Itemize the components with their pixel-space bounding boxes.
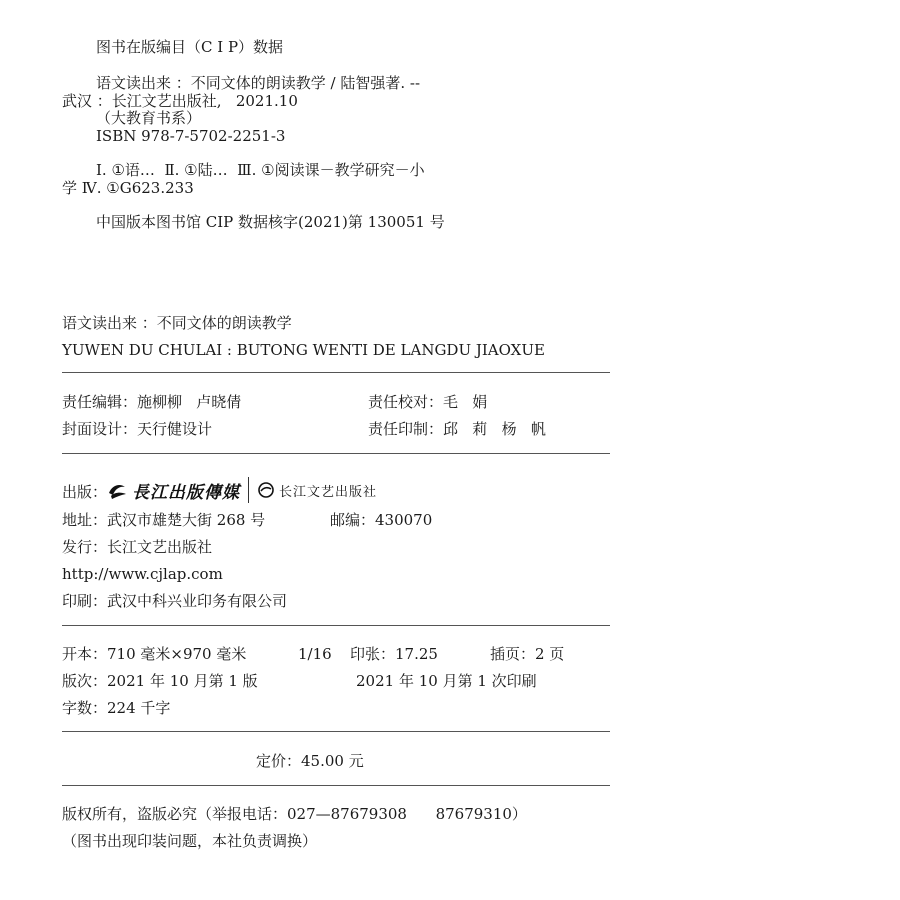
separator-line <box>62 731 610 732</box>
proofreader-credit: 责任校对：毛 娟 <box>368 393 488 411</box>
separator-line <box>62 372 610 373</box>
separator-line <box>62 785 610 786</box>
logo-divider <box>248 477 249 503</box>
publisher-logo-mark-icon <box>106 479 128 501</box>
spec-impression: 2021 年 10 月第 1 次印刷 <box>356 672 537 690</box>
publisher-website: http://www.cjlap.com <box>62 565 223 583</box>
cip-isbn: ISBN 978-7-5702-2251-3 <box>96 127 286 145</box>
spec-plates: 插页：2 页 <box>490 645 565 663</box>
publisher-logo-sub-text: 长江文艺出版社 <box>279 484 378 500</box>
editor-credit: 责任编辑：施柳柳 卢晓倩 <box>62 393 242 411</box>
cip-subjects-line1: Ⅰ. ①语… Ⅱ. ①陆… Ⅲ. ①阅读课－教学研究－小 <box>96 161 425 179</box>
cover-design-credit: 封面设计：天行健设计 <box>62 420 213 438</box>
cip-number: 中国版本图书馆 CIP 数据核字(2021)第 130051 号 <box>96 213 445 231</box>
publisher-printer: 印刷：武汉中科兴业印务有限公司 <box>62 592 288 610</box>
book-title-cn: 语文读出来 ：不同文体的朗读教学 <box>62 314 292 332</box>
spec-fold: 1/16 <box>298 645 332 663</box>
print-issue-notice: （图书出现印装问题，本社负责调换） <box>62 832 318 850</box>
publisher-address: 地址：武汉市雄楚大街 268 号 <box>62 511 266 529</box>
separator-line <box>62 625 610 626</box>
publisher-distributor: 发行：长江文艺出版社 <box>62 538 213 556</box>
cip-subjects-line2: 学 Ⅳ. ①G623.233 <box>62 179 194 197</box>
price: 定价：45.00 元 <box>256 752 364 770</box>
cip-series: （大教育书系） <box>96 109 202 127</box>
separator-line <box>62 453 610 454</box>
publisher-logo-main-text: 長江出版傳媒 <box>132 482 240 503</box>
publisher-logo-sub-icon <box>257 481 275 499</box>
cip-heading: 图书在版编目（C I P）数据 <box>96 38 284 56</box>
spec-word-count: 字数：224 千字 <box>62 699 171 717</box>
rights-notice: 版权所有，盗版必究（举报电话：027—87679308 87679310） <box>62 805 527 823</box>
publisher-logo <box>106 476 377 504</box>
book-title-pinyin: YUWEN DU CHULAI : BUTONG WENTI DE LANGDU JIAOXUE <box>62 341 545 359</box>
publisher-postcode: 邮编：430070 <box>330 511 433 529</box>
spec-sheets: 印张：17.25 <box>350 645 438 663</box>
cip-entry-line1: 语文读出来 ：不同文体的朗读教学 / 陆智强著. -- <box>96 74 421 92</box>
printing-supervisor-credit: 责任印制：邱 莉 杨 帆 <box>368 420 546 438</box>
cip-entry-line2: 武汉 ：长江文艺出版社, 2021.10 <box>62 92 298 110</box>
spec-format: 开本：710 毫米×970 毫米 <box>62 645 247 663</box>
publisher-label: 出版： <box>62 483 108 501</box>
spec-edition: 版次：2021 年 10 月第 1 版 <box>62 672 258 690</box>
